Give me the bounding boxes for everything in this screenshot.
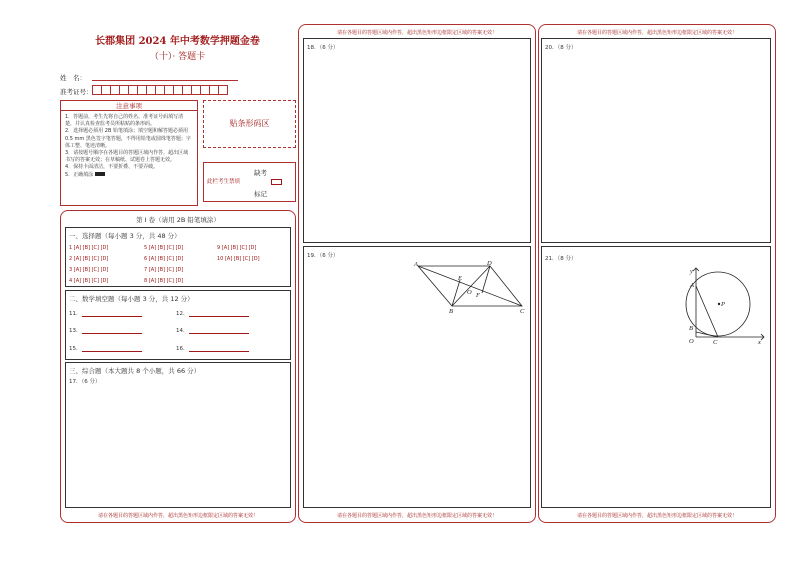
q18-box[interactable] — [303, 38, 531, 243]
footer-warning-left: 请在各题目的答题区域内作答，超出黑色矩形边框限定区域的答案无效！ — [97, 513, 258, 519]
mc-item[interactable]: 7 [A] [B] [C] [D] — [144, 267, 184, 273]
name-field[interactable] — [92, 72, 238, 81]
q19-point-F: F — [476, 292, 480, 299]
mc-item[interactable]: 10 [A] [B] [C] [D] — [217, 256, 260, 262]
mc-item[interactable]: 1 [A] [B] [C] [D] — [69, 245, 109, 251]
q21-point-P: P — [721, 301, 725, 308]
q19-point-D: D — [487, 260, 492, 267]
fill-q11-label: 11． — [69, 311, 82, 317]
absent-note: 此栏考生禁填 — [207, 179, 241, 185]
id-label: 准考证号： — [60, 88, 93, 96]
solve-title: 三、综合题（本大题共 8 个小题，共 66 分） — [69, 367, 201, 375]
absent-box — [203, 162, 296, 202]
q18-label: 18．（6 分） — [307, 45, 339, 51]
q19-figure-lines — [418, 266, 522, 306]
q17-label: 17．（6 分） — [69, 379, 101, 385]
fill-q15-label: 15． — [69, 346, 82, 352]
q21-point-P-dot — [718, 303, 720, 305]
notice-item: 2．选择题必须用 2B 铅笔填涂；填空题和解答题必须用 0.5 mm 黑色签字笔答题，不得用铅笔或圆珠笔答题；字体工整、笔迹清晰。 — [65, 128, 191, 149]
notice-body — [60, 111, 198, 206]
q21-point-C: C — [713, 339, 718, 346]
notice-title: 注意事项 — [60, 100, 198, 111]
page-title: 长郡集团 2024 年中考数学押题金卷 — [95, 36, 260, 47]
absent-mark-bubble[interactable] — [271, 179, 282, 185]
fill-q16-line[interactable] — [189, 351, 249, 352]
fill-q12-line[interactable] — [189, 316, 249, 317]
q19-point-O: O — [467, 289, 472, 296]
fill-title: 二、数学填空题（每小题 3 分，共 12 分） — [69, 295, 194, 303]
q21-point-B: B — [689, 325, 693, 332]
q21-label: 21．（8 分） — [545, 256, 577, 262]
fill-q15-line[interactable] — [82, 351, 142, 352]
header-warning-right: 请在各题目的答题区域内作答，超出黑色矩形边框限定区域的答案无效！ — [576, 30, 737, 36]
fill-q14-label: 14． — [176, 328, 189, 334]
fill-q11-line[interactable] — [82, 316, 142, 317]
section1-title: 第 I 卷（请用 2B 铅笔填涂） — [136, 216, 220, 224]
notice-item: 4．保持卡面清洁，不要折叠、不要弄破。 — [65, 164, 159, 171]
q19-figure — [408, 258, 530, 316]
page-subtitle: （十）· 答题卡 — [149, 52, 206, 62]
mc-title: 一、选择题（每小题 3 分，共 48 分） — [69, 232, 181, 240]
q19-label: 19．（6 分） — [307, 253, 339, 259]
notice-item: 1．答题前，考生先将自己的姓名、准考证号码填写清楚，并认真检查监考员所粘贴的条形码。 — [65, 114, 184, 128]
fill-q16-label: 16． — [176, 346, 189, 352]
q21-figure — [680, 262, 770, 348]
q19-point-A: A — [414, 261, 418, 268]
q21-origin-O: O — [689, 338, 694, 345]
q21-point-A: A — [690, 282, 694, 289]
id-boxes[interactable] — [92, 85, 227, 95]
footer-warning-middle: 请在各题目的答题区域内作答，超出黑色矩形边框限定区域的答案无效！ — [336, 513, 497, 519]
q21-figure-lines — [686, 268, 764, 340]
mc-item[interactable]: 3 [A] [B] [C] [D] — [69, 267, 109, 273]
filled-bubble-sample — [95, 172, 105, 176]
notice-item: 3．请按题号顺序在各题目的答题区域内作答，超出区域书写的答案无效；在草稿纸、试题卷上答题无效。 — [65, 150, 189, 164]
footer-warning-right: 请在各题目的答题区域内作答，超出黑色矩形边框限定区域的答案无效！ — [576, 513, 737, 519]
q19-point-C: C — [520, 308, 525, 315]
q19-point-E: E — [458, 275, 462, 282]
mc-item[interactable]: 4 [A] [B] [C] [D] — [69, 278, 109, 284]
fill-q12-label: 12． — [176, 311, 189, 317]
mc-item[interactable]: 2 [A] [B] [C] [D] — [69, 256, 109, 262]
q21-axis-x: x — [758, 339, 761, 346]
barcode-area: 贴条形码区 — [203, 100, 296, 148]
absent-mark-label: 标记 — [254, 190, 267, 198]
fill-q14-line[interactable] — [189, 333, 249, 334]
fill-q13-label: 13． — [69, 328, 82, 334]
mc-item[interactable]: 8 [A] [B] [C] [D] — [144, 278, 184, 284]
q19-point-B: B — [449, 308, 453, 315]
name-label: 姓 名： — [60, 74, 86, 82]
mc-item[interactable]: 9 [A] [B] [C] [D] — [217, 245, 257, 251]
notice-item: 5．正确填涂 — [65, 172, 193, 179]
absent-label: 缺考 — [254, 169, 267, 177]
q21-axis-y: y — [690, 268, 693, 275]
header-warning-middle: 请在各题目的答题区域内作答，超出黑色矩形边框限定区域的答案无效！ — [336, 30, 497, 36]
mc-item[interactable]: 5 [A] [B] [C] [D] — [144, 245, 184, 251]
q20-label: 20．（8 分） — [545, 45, 577, 51]
mc-item[interactable]: 6 [A] [B] [C] [D] — [144, 256, 184, 262]
fill-q13-line[interactable] — [82, 333, 142, 334]
q20-box[interactable] — [541, 38, 771, 243]
